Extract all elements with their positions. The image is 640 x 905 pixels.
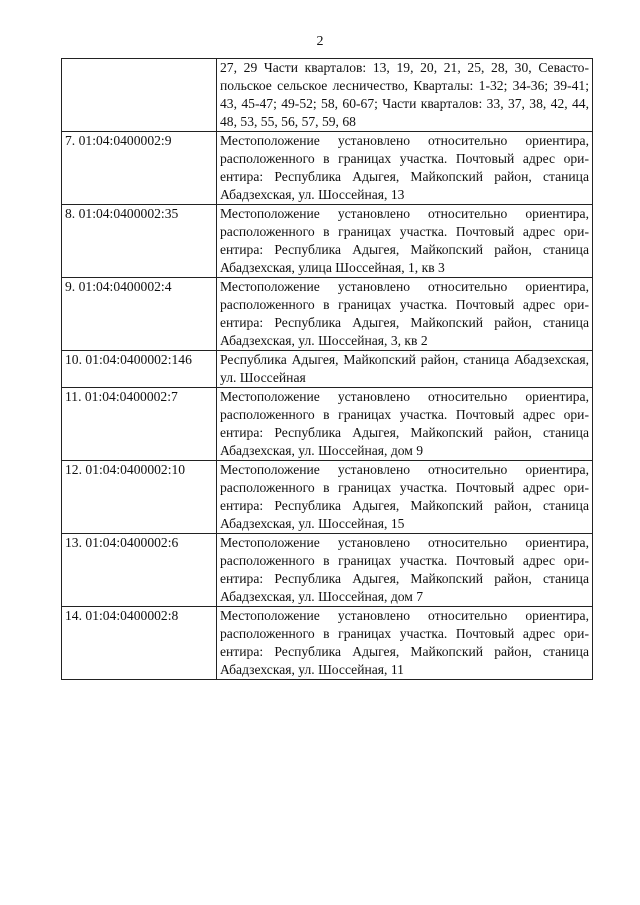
location-description-cell: 27, 29 Части кварталов: 13, 19, 20, 21, 25, 28, 30, Севастопольское сельское лесничество, Кварталы: 1-32; 34-36; 39-41; 43, 45-47; 49-52; 58, 60-67; Части кварталов: 33, 37, 38, 42, 44, 48, 53, 55, 56, 57, 59, 68 <box>217 59 593 132</box>
location-description-cell: Местоположение установлено относительно ориентира, расположенного в границах участка. Почтовый адрес ориентира: Республика Адыгея, Майкопский район, станица Абадзехская, ул. Шоссейная, 3, кв 2 <box>217 278 593 351</box>
table-row <box>62 534 593 607</box>
table-row <box>62 607 593 680</box>
table-row <box>62 59 593 132</box>
table-row <box>62 278 593 351</box>
cadastral-number-cell <box>62 59 217 132</box>
cadastral-number-cell: 12. 01:04:0400002:10 <box>62 461 217 534</box>
table-row <box>62 205 593 278</box>
location-description-cell: Местоположение установлено относительно ориентира, расположенного в границах участка. Почтовый адрес ориентира: Республика Адыгея, Майкопский район, станица Абадзехская, ул. Шоссейная, дом 9 <box>217 388 593 461</box>
cadastral-number-cell: 11. 01:04:0400002:7 <box>62 388 217 461</box>
location-description-cell: Местоположение установлено относительно ориентира, расположенного в границах участка. Почтовый адрес ориентира: Республика Адыгея, Майкопский район, станица Абадзехская, ул. Шоссейная, 11 <box>217 607 593 680</box>
table-row <box>62 351 593 388</box>
cadastral-number-cell: 13. 01:04:0400002:6 <box>62 534 217 607</box>
table-row <box>62 132 593 205</box>
location-description-cell: Местоположение установлено относительно ориентира, расположенного в границах участка. Почтовый адрес ориентира: Республика Адыгея, Майкопский район, станица Абадзехская, ул. Шоссейная, 15 <box>217 461 593 534</box>
cadastral-number-cell: 7. 01:04:0400002:9 <box>62 132 217 205</box>
cadastral-number-cell: 14. 01:04:0400002:8 <box>62 607 217 680</box>
location-description-cell: Местоположение установлено относительно ориентира, расположенного в границах участка. Почтовый адрес ориентира: Республика Адыгея, Майкопский район, станица Абадзехская, ул. Шоссейная, дом 7 <box>217 534 593 607</box>
table-row <box>62 388 593 461</box>
cadastral-number-cell: 10. 01:04:0400002:146 <box>62 351 217 388</box>
cadastral-number-cell: 8. 01:04:0400002:35 <box>62 205 217 278</box>
location-description-cell: Местоположение установлено относительно ориентира, расположенного в границах участка. Почтовый адрес ориентира: Республика Адыгея, Майкопский район, станица Абадзехская, улица Шоссейная, 1, кв 3 <box>217 205 593 278</box>
location-description-cell: Местоположение установлено относительно ориентира, расположенного в границах участка. Почтовый адрес ориентира: Республика Адыгея, Майкопский район, станица Абадзехская, ул. Шоссейная, 13 <box>217 132 593 205</box>
parcels-table-body <box>62 59 593 680</box>
cadastral-number-cell: 9. 01:04:0400002:4 <box>62 278 217 351</box>
location-description-cell: Республика Адыгея, Майкопский район, станица Абадзехская, ул. Шоссейная <box>217 351 593 388</box>
page-number: 2 <box>316 34 324 49</box>
table-row <box>62 461 593 534</box>
parcels-table <box>61 58 593 680</box>
